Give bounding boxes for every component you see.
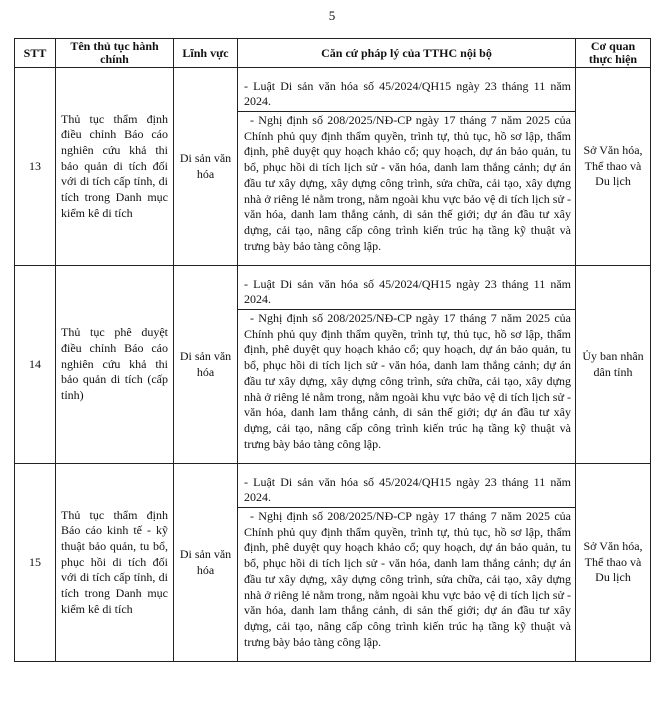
table-row <box>15 68 651 266</box>
row-legal-basis <box>238 68 576 266</box>
header-legal-basis: Căn cứ pháp lý của TTHC nội bộ <box>238 39 576 68</box>
header-agency: Cơ quan thực hiện <box>576 39 651 68</box>
page-number: 5 <box>328 8 336 23</box>
row-legal-basis <box>238 266 576 464</box>
row-field: Di sản văn hóa <box>174 68 238 266</box>
row-legal-basis <box>238 464 576 662</box>
table-row <box>15 464 651 662</box>
table-row <box>15 266 651 464</box>
row-stt: 13 <box>15 68 56 266</box>
table-header-row <box>15 39 651 68</box>
row-agency: Ủy ban nhân dân tỉnh <box>576 266 651 464</box>
row-agency: Sở Văn hóa, Thể thao và Du lịch <box>576 464 651 662</box>
basis-decree: - Nghị định số 208/2025/NĐ-CP ngày 17 tháng 7 năm 2025 của Chính phủ quy định thẩm quyền, trình tự, thủ tục, hồ sơ lập, thẩm định, phê duyệt quy hoạch khảo cổ; quy hoạch, dự án bảo quản, tu bổ, phục hồi di tích lịch sử - văn hóa, danh lam thắng cảnh; dự án đầu tư xây dựng, xây dựng công trình, sửa chữa, cải tạo, xây dựng nhà ở riêng lẻ nằm trong, nằm ngoài khu vực bảo vệ di tích lịch sử - văn hóa, danh lam thắng cảnh, di sản thế giới; dự án đầu tư xây dựng, cải tạo, nâng cấp công trình kiến trúc hạ tầng kỹ thuật và trưng bày bảo tàng công lập. <box>244 113 571 253</box>
basis-law: - Luật Di sản văn hóa số 45/2024/QH15 ngày 23 tháng 11 năm 2024. <box>238 475 575 508</box>
basis-decree: - Nghị định số 208/2025/NĐ-CP ngày 17 tháng 7 năm 2025 của Chính phủ quy định thẩm quyền, trình tự, thủ tục, hồ sơ lập, thẩm định, phê duyệt quy hoạch khảo cổ; quy hoạch, dự án bảo quản, tu bổ, phục hồi di tích lịch sử - văn hóa, danh lam thắng cảnh; dự án đầu tư xây dựng, xây dựng công trình, sửa chữa, cải tạo, xây dựng nhà ở riêng lẻ nằm trong, nằm ngoài khu vực bảo vệ di tích lịch sử - văn hóa, danh lam thắng cảnh, di sản thế giới; dự án đầu tư xây dựng, cải tạo, nâng cấp công trình kiến trúc hạ tầng kỹ thuật và trưng bày bảo tàng công lập. <box>244 311 571 451</box>
row-field: Di sản văn hóa <box>174 266 238 464</box>
basis-law: - Luật Di sản văn hóa số 45/2024/QH15 ngày 23 tháng 11 năm 2024. <box>238 79 575 112</box>
row-stt: 14 <box>15 266 56 464</box>
row-procedure-name: Thủ tục thẩm định Báo cáo kinh tế - kỹ thuật bảo quản, tu bổ, phục hồi di tích đối với di tích cấp tỉnh, di tích trong Danh mục kiểm kê di tích <box>56 464 174 662</box>
basis-law: - Luật Di sản văn hóa số 45/2024/QH15 ngày 23 tháng 11 năm 2024. <box>238 277 575 310</box>
row-stt: 15 <box>15 464 56 662</box>
header-field: Lĩnh vực <box>174 39 238 68</box>
row-agency: Sở Văn hóa, Thể thao và Du lịch <box>576 68 651 266</box>
header-procedure: Tên thủ tục hành chính <box>56 39 174 68</box>
row-field: Di sản văn hóa <box>174 464 238 662</box>
row-procedure-name: Thủ tục phê duyệt điều chỉnh Báo cáo nghiên cứu khả thi bảo quản di tích (cấp tỉnh) <box>56 266 174 464</box>
row-procedure-name: Thủ tục thẩm định điều chỉnh Báo cáo nghiên cứu khả thi bảo quản di tích đối với di tích cấp tỉnh, di tích trong Danh mục kiểm kê di tích <box>56 68 174 266</box>
procedures-table <box>14 38 651 662</box>
basis-decree: - Nghị định số 208/2025/NĐ-CP ngày 17 tháng 7 năm 2025 của Chính phủ quy định thẩm quyền, trình tự, thủ tục, hồ sơ lập, thẩm định, phê duyệt quy hoạch khảo cổ; quy hoạch, dự án bảo quản, tu bổ, phục hồi di tích lịch sử - văn hóa, danh lam thắng cảnh; dự án đầu tư xây dựng, xây dựng công trình, sửa chữa, cải tạo, xây dựng nhà ở riêng lẻ nằm trong, nằm ngoài khu vực bảo vệ di tích lịch sử - văn hóa, danh lam thắng cảnh, di sản thế giới; dự án đầu tư xây dựng, cải tạo, nâng cấp công trình kiến trúc hạ tầng kỹ thuật và trưng bày bảo tàng công lập. <box>244 509 571 649</box>
header-stt: STT <box>15 39 56 68</box>
